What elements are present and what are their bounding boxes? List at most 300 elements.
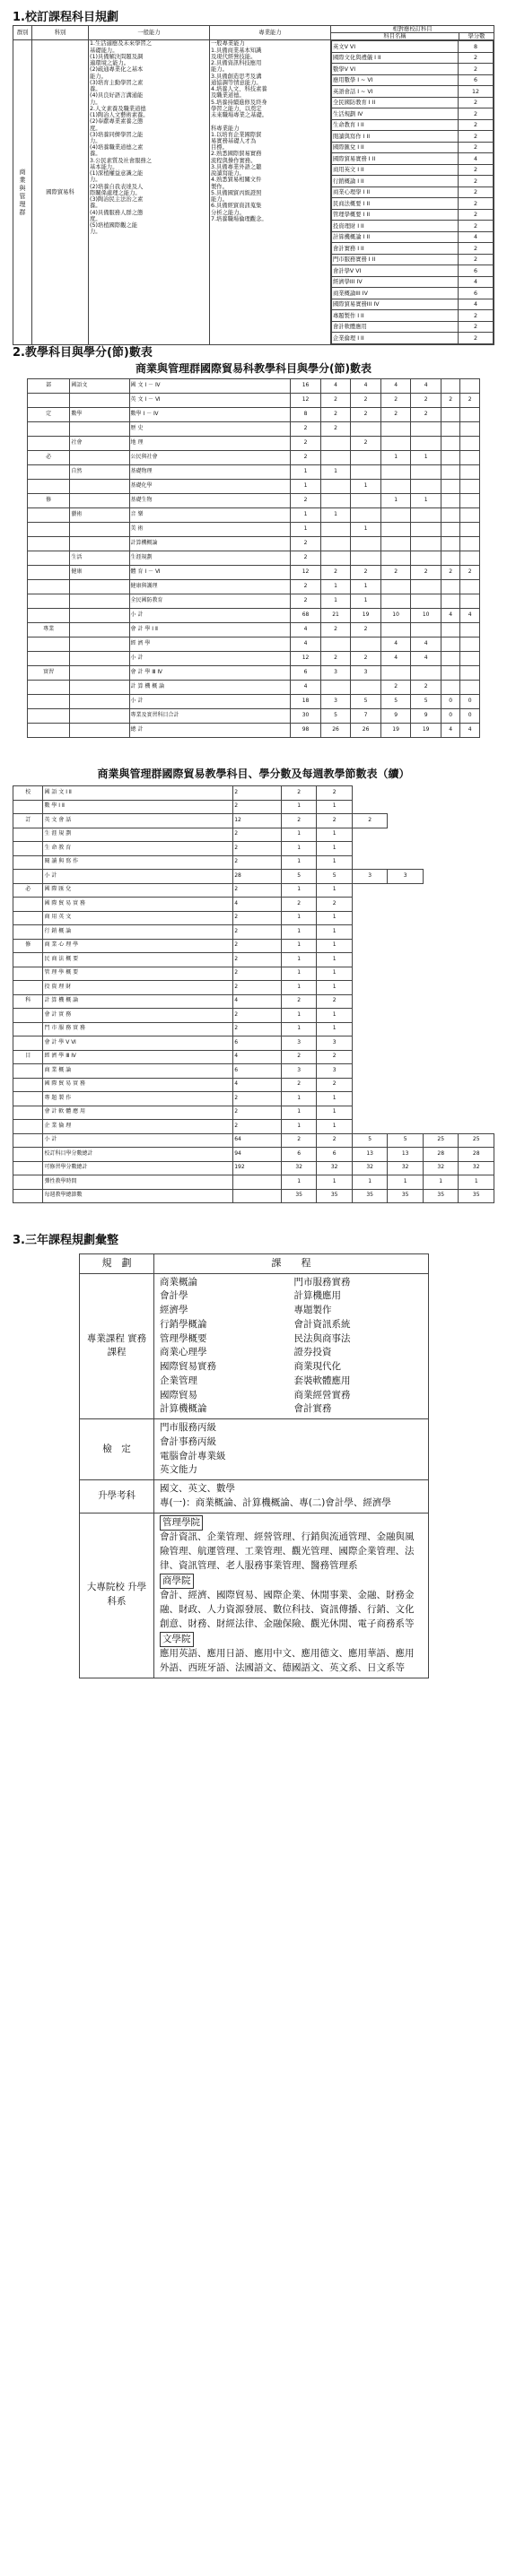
credit-cell: 2 — [411, 681, 441, 695]
credit-cell: 19 — [351, 609, 381, 623]
general-ability-line: 1.生活適應及未來學習之 — [90, 40, 152, 48]
credit-cell: 音 樂 — [129, 508, 291, 523]
special-ability-line: 2.具備資訊科技應用 — [211, 60, 262, 67]
course-credit-table-continued — [13, 785, 494, 1203]
subject-credits: 4 — [459, 276, 494, 288]
credit-cell — [13, 1120, 43, 1134]
header-subject-name: 科目名稱 — [331, 33, 459, 40]
credit-cell — [460, 379, 480, 394]
credit-cell: 5 — [388, 1133, 424, 1148]
credit-cell: 1 — [351, 594, 381, 609]
table2-title: 商業與管理群國際貿易教學科目、學分數及每週教學節數表（續） — [97, 768, 410, 780]
credit-cell: 1 — [317, 800, 353, 814]
credit-cell — [460, 408, 480, 422]
credit-cell: 專 題 製 作 — [43, 1092, 233, 1106]
credit-cell — [70, 637, 129, 652]
credit-cell: 會 計 學 Ⅰ Ⅱ — [129, 623, 291, 637]
credit-cell: 總 計 — [129, 724, 291, 738]
credit-cell — [70, 695, 129, 709]
credit-cell: 投 資 理 財 — [43, 981, 233, 995]
credit-cell: 2 — [317, 994, 353, 1009]
subject-credits: 2 — [459, 131, 494, 143]
credit-cell: 3 — [351, 666, 381, 681]
credit-cell: 1 — [317, 1092, 353, 1106]
credit-cell: 2 — [233, 828, 282, 842]
credit-cell: 健康與護理 — [129, 580, 291, 594]
credit-cell: 專業 — [28, 623, 70, 637]
credit-cell — [70, 623, 129, 637]
general-ability-line: (2)培養自我表達及人 — [90, 183, 144, 190]
credit-cell: 32 — [317, 1161, 353, 1175]
credit-cell — [460, 637, 480, 652]
credit-cell — [70, 394, 129, 408]
credit-cell — [70, 494, 129, 508]
credit-cell — [411, 523, 441, 537]
subject-name: 會計學V VI — [332, 265, 459, 277]
plan-certifications — [154, 1419, 429, 1480]
credit-cell: 2 — [460, 394, 480, 408]
credit-cell: 8 — [291, 408, 321, 422]
general-abilities — [89, 40, 210, 345]
credit-cell — [320, 523, 351, 537]
credit-cell: 4 — [320, 379, 351, 394]
credit-cell — [460, 437, 480, 451]
credit-cell: 管 理 學 概 要 — [43, 967, 233, 981]
credit-cell: 1 — [388, 1175, 424, 1190]
credit-cell: 12 — [291, 566, 321, 580]
credit-cell: 數學 — [70, 408, 129, 422]
credit-cell: 1 — [281, 883, 317, 898]
college-group-name — [160, 1574, 423, 1590]
credit-cell — [70, 594, 129, 609]
credit-cell: 1 — [317, 1022, 353, 1036]
credit-cell — [28, 465, 70, 480]
credit-row — [13, 1078, 494, 1092]
credit-cell — [460, 537, 480, 551]
credit-row — [28, 422, 480, 437]
credit-cell: 全民國防教育 — [129, 594, 291, 609]
subject-row — [332, 97, 494, 108]
credit-cell: 1 — [291, 465, 321, 480]
credit-cell: 2 — [352, 814, 388, 828]
credit-cell — [460, 422, 480, 437]
credit-row — [28, 394, 480, 408]
credit-cell: 4 — [411, 379, 441, 394]
credit-cell — [70, 480, 129, 494]
subject-name: 國際貿易實務 I II — [332, 153, 459, 165]
general-ability-line: (3)培育主動學習之素 — [90, 79, 144, 86]
subject-name: 閱讀與寫作 I II — [332, 131, 459, 143]
header-credits: 學分數 — [459, 33, 494, 40]
credit-row — [13, 842, 494, 856]
credit-cell: 2 — [291, 451, 321, 465]
subject-credits: 2 — [459, 321, 494, 333]
credit-row — [13, 1009, 494, 1023]
credit-cell — [380, 666, 411, 681]
credit-row — [28, 465, 480, 480]
credit-cell: 1 — [380, 451, 411, 465]
subject-credits: 6 — [459, 288, 494, 299]
subject-credits: 2 — [459, 186, 494, 198]
credit-cell: 2 — [351, 437, 381, 451]
credit-row — [28, 537, 480, 551]
credit-cell: 1 — [281, 939, 317, 953]
credit-cell — [70, 537, 129, 551]
credit-cell: 2 — [233, 953, 282, 967]
credit-cell: 2 — [291, 594, 321, 609]
credit-cell — [28, 551, 70, 566]
plan-header-right: 課 程 — [154, 1254, 429, 1274]
credit-cell: 1 — [281, 800, 317, 814]
credit-cell: 2 — [291, 437, 321, 451]
credit-row — [28, 437, 480, 451]
credit-cell — [13, 1106, 43, 1120]
credit-cell — [320, 681, 351, 695]
credit-row — [13, 1148, 494, 1162]
subject-credits: 4 — [459, 299, 494, 310]
credit-cell — [380, 594, 411, 609]
credit-cell: 2 — [233, 1022, 282, 1036]
subject-name: 會計實務 I II — [332, 243, 459, 255]
subject-row — [332, 74, 494, 86]
credit-cell: 5 — [411, 695, 441, 709]
credit-cell: 4 — [291, 623, 321, 637]
credit-cell: 1 — [281, 1106, 317, 1120]
credit-cell: 1 — [317, 953, 353, 967]
college-group-departments: 會計、經濟、國際貿易、國際企業、休閒事業、金融、財務金融、財政、人力資源發展、數位科技、資訊傳播、行銷、文化創意、財務、財經法律、金融保險、觀光休閒、電子商務系等 — [160, 1590, 415, 1629]
credit-cell: 修 — [28, 494, 70, 508]
credit-cell — [411, 666, 441, 681]
special-ability-line: 一般專業能力 — [211, 40, 245, 48]
credit-cell — [13, 870, 43, 884]
credit-cell — [13, 1175, 43, 1190]
special-ability-line: 2.熟悉國際貿易實務 — [211, 151, 262, 158]
subject-name: 英文V VI — [332, 41, 459, 53]
credit-cell: 商 業 心 理 學 — [43, 939, 233, 953]
special-ability-line: 1.具備商業基本知識 — [211, 47, 262, 54]
credit-cell: 2 — [233, 842, 282, 856]
credit-cell: 1 — [281, 981, 317, 995]
credit-row — [13, 953, 494, 967]
credit-cell — [411, 623, 441, 637]
credit-cell: 68 — [291, 609, 321, 623]
credit-cell: 1 — [411, 451, 441, 465]
credit-cell: 64 — [233, 1133, 282, 1148]
credit-cell — [441, 623, 460, 637]
course-item: 民法與商事法 — [293, 1332, 351, 1344]
credit-row — [28, 695, 480, 709]
credit-cell: 4 — [291, 681, 321, 695]
credit-cell: 1 — [317, 911, 353, 925]
subject-name: 國際匯兌 I II — [332, 142, 459, 153]
credit-cell — [380, 551, 411, 566]
certification-item: 電腦會計專業級 — [160, 1450, 226, 1461]
credit-cell: 1 — [281, 925, 317, 940]
credit-cell: 國語文 — [70, 379, 129, 394]
special-ability-line: 5.具備國貿丙級證照 — [211, 189, 262, 196]
credit-row — [13, 883, 494, 898]
plan-college-departments — [154, 1513, 429, 1678]
credit-cell: 歷 史 — [129, 422, 291, 437]
credit-cell: 5 — [281, 870, 317, 884]
credit-cell — [351, 681, 381, 695]
credit-cell — [441, 551, 460, 566]
subject-row — [332, 276, 494, 288]
credit-cell: 35 — [388, 1189, 424, 1203]
credit-cell — [13, 1064, 43, 1079]
credit-cell — [441, 508, 460, 523]
credit-cell: 2 — [411, 566, 441, 580]
subject-name: 商業概論III IV — [332, 288, 459, 299]
credit-row — [28, 623, 480, 637]
three-year-plan-table — [79, 1253, 429, 1678]
credit-cell: 26 — [320, 724, 351, 738]
certification-item: 英文能力 — [160, 1464, 197, 1476]
credit-cell — [28, 508, 70, 523]
credit-cell — [441, 437, 460, 451]
credit-cell — [380, 580, 411, 594]
credit-cell — [13, 1009, 43, 1023]
subject-credits: 2 — [459, 243, 494, 255]
subject-name: 數學V VI — [332, 64, 459, 75]
special-ability-line: 3.具備專業外語之聽 — [211, 163, 262, 170]
credit-cell — [28, 681, 70, 695]
credit-cell: 2 — [291, 551, 321, 566]
subject-list — [331, 40, 494, 344]
credit-row — [13, 1064, 494, 1079]
special-ability-line: 目標。 — [211, 144, 228, 152]
subject-row — [332, 186, 494, 198]
credit-cell: 5 — [317, 870, 353, 884]
course-item: 企業管理 — [160, 1375, 197, 1386]
credit-cell: 192 — [233, 1161, 282, 1175]
credit-cell: 28 — [423, 1148, 459, 1162]
credit-cell: 3 — [281, 1064, 317, 1079]
general-ability-line: 力。 — [90, 229, 101, 236]
general-ability-line: 基本能力。 — [90, 163, 118, 170]
credit-cell: 2 — [233, 967, 282, 981]
credit-row — [13, 855, 494, 870]
credit-cell — [70, 580, 129, 594]
credit-cell — [320, 537, 351, 551]
credit-cell — [28, 609, 70, 623]
subject-credits: 8 — [459, 41, 494, 53]
credit-cell: 2 — [351, 623, 381, 637]
college-group-departments: 應用英語、應用日語、應用中文、應用德文、應用華語、應用外語、西班牙語、法國語文、德國語文、英文系、日文系等 — [160, 1648, 415, 1673]
credit-cell: 1 — [317, 981, 353, 995]
credit-cell: 1 — [351, 480, 381, 494]
subject-credits: 12 — [459, 86, 494, 98]
group-cell: 商業與管理群 — [13, 40, 32, 345]
subject-row — [332, 221, 494, 232]
special-ability-line: 說讀寫能力。 — [211, 170, 245, 178]
header-group: 群別 — [13, 26, 32, 40]
credit-cell: 19 — [411, 724, 441, 738]
credit-cell — [28, 480, 70, 494]
general-ability-line: (1)具備解決問題及調 — [90, 53, 144, 60]
credit-cell: 35 — [459, 1189, 494, 1203]
credit-cell — [460, 523, 480, 537]
credit-cell: 訂 — [13, 814, 43, 828]
credit-cell: 1 — [281, 967, 317, 981]
credit-cell: 4 — [233, 1050, 282, 1064]
credit-cell: 閱 讀 與 寫 作 — [43, 855, 233, 870]
college-group-name — [160, 1632, 423, 1648]
credit-cell: 32 — [388, 1161, 424, 1175]
credit-cell: 2 — [291, 580, 321, 594]
credit-cell — [13, 1189, 43, 1203]
credit-cell: 2 — [317, 1133, 353, 1148]
special-ability-line: 4.培養人文、科技素養 — [211, 86, 267, 93]
credit-cell: 2 — [320, 394, 351, 408]
credit-cell: 國 文 Ⅰ － Ⅳ — [129, 379, 291, 394]
credit-cell — [70, 652, 129, 666]
credit-cell: 2 — [411, 408, 441, 422]
credit-cell: 計 算 機 概 論 — [129, 681, 291, 695]
credit-cell: 3 — [320, 666, 351, 681]
credit-cell — [441, 408, 460, 422]
credit-cell: 2 — [281, 994, 317, 1009]
credit-row — [13, 1120, 494, 1134]
credit-cell: 國 際 匯 兌 — [43, 883, 233, 898]
credit-cell: 21 — [320, 609, 351, 623]
subject-row — [332, 310, 494, 322]
credit-cell: 98 — [291, 724, 321, 738]
general-ability-line: (5)培植國際觀之能 — [90, 222, 137, 230]
credit-cell — [28, 594, 70, 609]
credit-cell — [13, 842, 43, 856]
credit-row — [28, 551, 480, 566]
course-item: 國際貿易實務 — [160, 1361, 216, 1372]
plan-exam-subjects — [154, 1480, 429, 1514]
credit-cell — [13, 1133, 43, 1148]
credit-cell — [13, 1022, 43, 1036]
credit-row — [13, 1133, 494, 1148]
credit-cell: 12 — [233, 814, 282, 828]
general-ability-line: 力。 — [90, 137, 101, 144]
subject-credits: 2 — [459, 333, 494, 344]
credit-cell: 修 — [13, 939, 43, 953]
credit-cell — [380, 523, 411, 537]
subject-row — [332, 64, 494, 75]
credit-cell: 12 — [291, 394, 321, 408]
credit-row — [13, 1036, 494, 1051]
credit-cell — [441, 480, 460, 494]
credit-cell: 公民與社會 — [129, 451, 291, 465]
credit-cell — [441, 451, 460, 465]
general-ability-line: (3)陶冶民主法治之素 — [90, 196, 144, 204]
credit-cell: 6 — [233, 1036, 282, 1051]
subject-row — [332, 41, 494, 53]
credit-cell: 28 — [233, 870, 282, 884]
credit-cell — [70, 666, 129, 681]
section1-title: 1.校訂課程科目規劃 — [13, 11, 118, 24]
header-special: 專業能力 — [210, 26, 331, 40]
credit-cell — [411, 594, 441, 609]
credit-cell: 1 — [317, 828, 353, 842]
credit-cell: 1 — [281, 953, 317, 967]
credit-cell: 英 文 會 話 — [43, 814, 233, 828]
credit-cell: 小 計 — [129, 652, 291, 666]
special-ability-line: 3.具備創造思考及溝 — [211, 73, 262, 80]
subject-row — [332, 288, 494, 299]
general-ability-line: 2.人文素養及職業道德 — [90, 105, 146, 112]
credit-row — [28, 494, 480, 508]
course-item: 專題製作 — [293, 1305, 332, 1315]
subject-name: 應用數學 I ~ VI — [332, 74, 459, 86]
credit-cell: 2 — [291, 494, 321, 508]
credit-cell — [441, 652, 460, 666]
course-item: 管理學概要 — [160, 1332, 207, 1344]
credit-cell: 4 — [411, 637, 441, 652]
subject-row — [332, 153, 494, 165]
subject-row — [332, 108, 494, 120]
credit-cell: 10 — [380, 609, 411, 623]
credit-cell: 4 — [233, 898, 282, 912]
credit-cell: 1 — [291, 523, 321, 537]
credit-cell: 1 — [317, 939, 353, 953]
school-subject-plan-table — [13, 25, 494, 345]
subject-credits: 2 — [459, 97, 494, 108]
credit-row — [28, 681, 480, 695]
credit-cell: 2 — [317, 1050, 353, 1064]
credit-cell: 2 — [281, 786, 317, 801]
subject-row — [332, 254, 494, 265]
credit-row — [28, 637, 480, 652]
credit-cell: 生 命 教 育 — [43, 842, 233, 856]
credit-cell: 4 — [380, 652, 411, 666]
credit-cell — [13, 1078, 43, 1092]
credit-cell: 目 — [13, 1050, 43, 1064]
credit-cell: 計 算 機 概 論 — [43, 994, 233, 1009]
credit-row — [28, 580, 480, 594]
subject-credits: 4 — [459, 231, 494, 243]
credit-cell — [28, 523, 70, 537]
credit-cell: 1 — [281, 1120, 317, 1134]
credit-cell: 32 — [352, 1161, 388, 1175]
credit-cell — [460, 551, 480, 566]
credit-cell: 國 語 文 Ⅰ Ⅱ — [43, 786, 233, 801]
credit-cell — [70, 422, 129, 437]
credit-row — [13, 1161, 494, 1175]
plan-label-certification: 檢 定 — [80, 1419, 154, 1480]
general-ability-line: 3.公民素質及社會服務之 — [90, 157, 152, 164]
general-ability-line: 養。 — [90, 151, 101, 158]
credit-cell — [441, 379, 460, 394]
credit-cell: 13 — [352, 1148, 388, 1162]
credit-cell: 小 計 — [43, 1133, 233, 1148]
course-item: 國際貿易 — [160, 1389, 197, 1401]
credit-cell — [460, 623, 480, 637]
subject-row — [332, 333, 494, 344]
subject-credits: 2 — [459, 64, 494, 75]
credit-cell: 1 — [317, 842, 353, 856]
subject-name: 投資理財 I II — [332, 221, 459, 232]
credit-cell — [441, 422, 460, 437]
subject-name: 生活規劃 IV — [332, 108, 459, 120]
special-abilities — [210, 40, 331, 345]
credit-cell — [13, 967, 43, 981]
credit-row — [13, 828, 494, 842]
credit-cell — [351, 465, 381, 480]
credit-cell — [13, 953, 43, 967]
credit-cell: 每週教學總節數 — [43, 1189, 233, 1203]
credit-cell: 0 — [441, 695, 460, 709]
subject-row — [332, 299, 494, 310]
credit-cell — [13, 925, 43, 940]
plan-courses — [154, 1273, 429, 1419]
credit-cell: 2 — [320, 566, 351, 580]
